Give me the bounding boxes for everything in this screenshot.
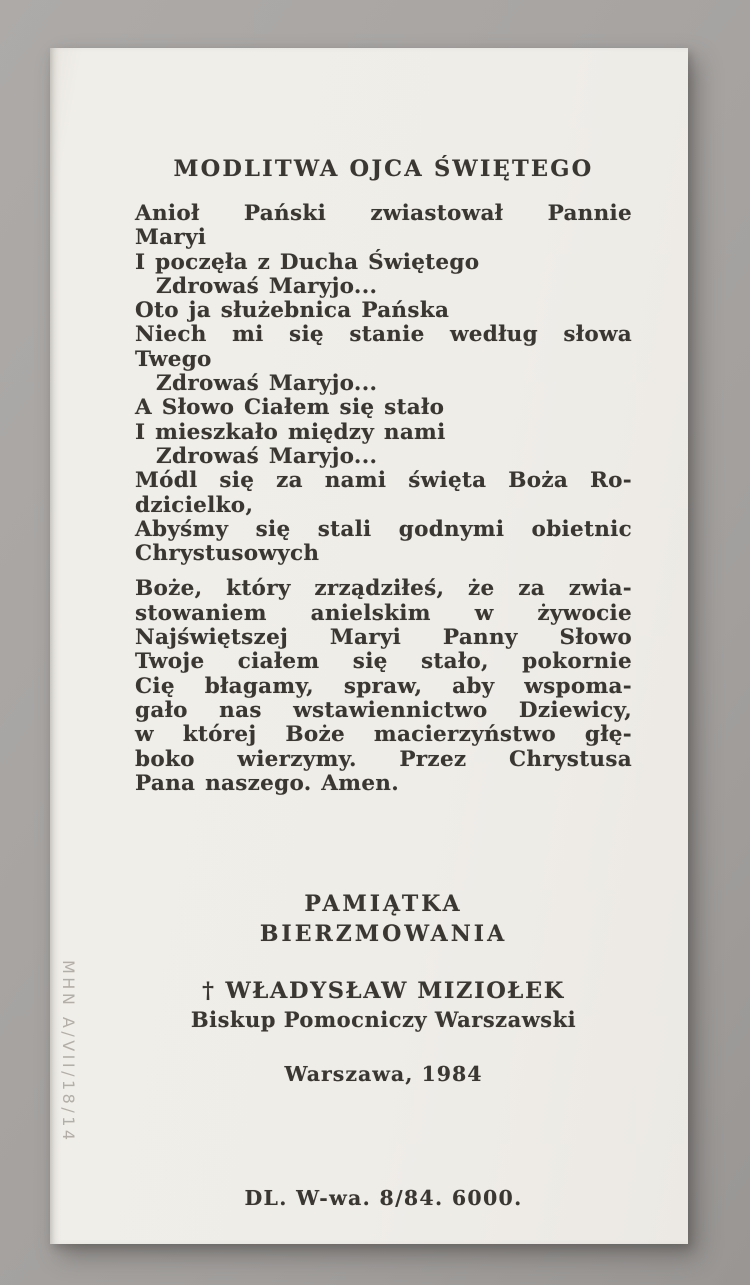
prayer-line: Cię błagamy, spraw, aby wspoma- xyxy=(135,673,632,699)
prayer-line: I poczęła z Ducha Świętego xyxy=(135,249,480,275)
prayer-line: Zdrowaś Maryjo... xyxy=(156,371,378,397)
prayer-line: A Słowo Ciałem się stało xyxy=(135,395,445,421)
prayer-line: I mieszkało między nami xyxy=(135,419,446,445)
prayer-title: MODLITWA OJCA ŚWIĘTEGO xyxy=(173,156,594,182)
cross-icon: † xyxy=(202,978,216,1005)
prayer-line: dzicielko, xyxy=(135,492,254,518)
prayer-line: stowaniem anielskim w żywocie xyxy=(135,600,632,626)
bishop-title: Biskup Pomocniczy Warszawski xyxy=(190,1007,577,1033)
prayer-line: Chrystusowych xyxy=(135,541,320,567)
prayer-card xyxy=(50,48,688,1244)
bishop-name xyxy=(135,976,632,1006)
prayer-line: Abyśmy się stali godnymi obietnic xyxy=(135,516,632,542)
prayer-line: Niech mi się stanie według słowa xyxy=(135,322,632,348)
prayer-line: Twoje ciałem się stało, pokornie xyxy=(135,649,632,675)
prayer-line: w której Boże macierzyństwo głę- xyxy=(135,722,632,748)
prayer-line: Anioł Pański zwiastował Pannie xyxy=(135,201,632,226)
prayer-line: Najświętszej Maryi Panny Słowo xyxy=(135,625,632,651)
prayer-paragraph xyxy=(135,577,632,796)
prayer-line: Twego xyxy=(135,346,212,372)
card-content xyxy=(135,156,632,1210)
bishop-name-text: WŁADYSŁAW MIZIOŁEK xyxy=(225,978,565,1005)
memorial-heading xyxy=(135,889,632,949)
prayer-line: Pana naszego. Amen. xyxy=(135,770,400,796)
printer-imprint: DL. W-wa. 8/84. 6000. xyxy=(244,1186,523,1211)
prayer-line: Zdrowaś Maryjo... xyxy=(156,273,378,299)
memorial-line-1: PAMIĄTKA xyxy=(304,891,463,918)
bishop-block xyxy=(135,976,632,1033)
prayer-line: Oto ja służebnica Pańska xyxy=(135,298,450,324)
prayer-line: boko wierzymy. Przez Chrystusa xyxy=(135,746,632,772)
prayer-line: Maryi xyxy=(135,225,207,251)
handwritten-inventory-number: MHN A/VII/18/14 xyxy=(59,960,78,1144)
memorial-line-2: BIERZMOWANIA xyxy=(259,921,508,948)
prayer-line: Módl się za nami święta Boża Ro- xyxy=(135,468,632,494)
place-and-date: Warszawa, 1984 xyxy=(284,1062,483,1087)
prayer-stanza xyxy=(135,202,632,566)
prayer-line: Zdrowaś Maryjo... xyxy=(156,443,378,469)
prayer-line: gało nas wstawiennictwo Dziewicy, xyxy=(135,697,632,723)
prayer-line: Boże, który zrządziłeś, że za zwia- xyxy=(135,576,632,602)
